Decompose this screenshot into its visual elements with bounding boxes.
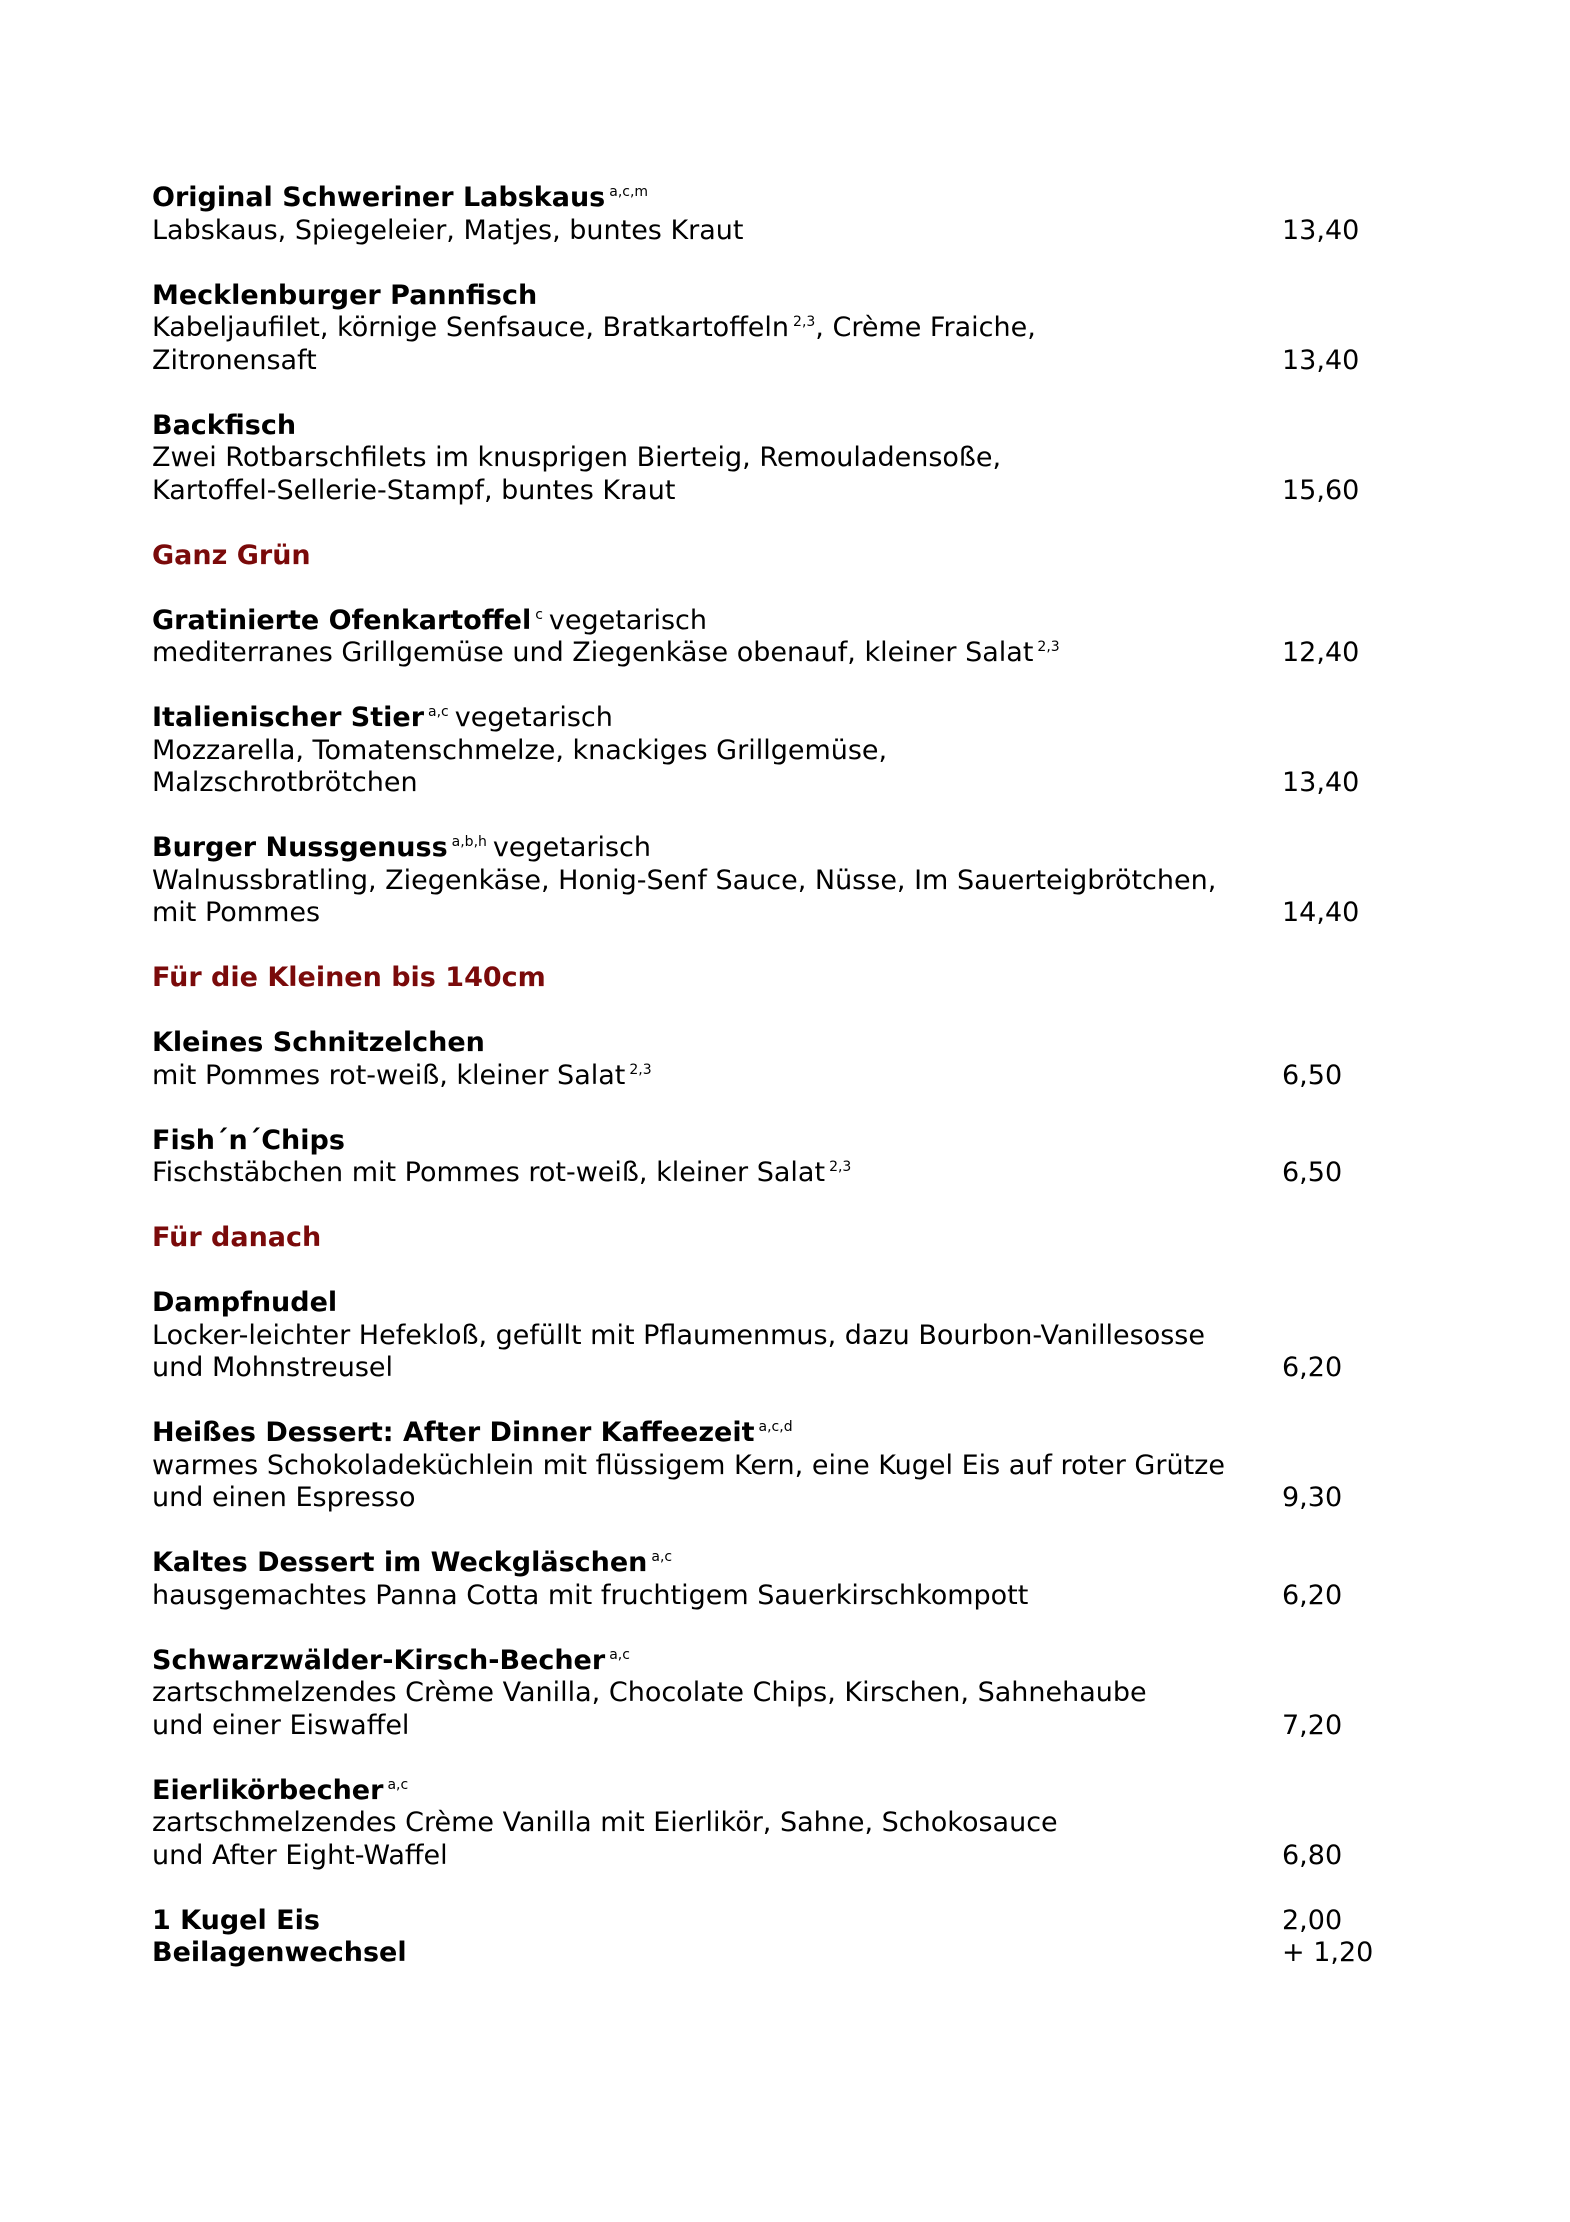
menu-item-name: Italienischer Stier <box>152 702 425 733</box>
menu-item-name: Backfisch <box>152 409 297 441</box>
menu-item-name: Kaltes Dessert im Weckgläschen <box>152 1547 648 1578</box>
description-text: hausgemachtes Panna Cotta mit fruchtigem Sauerkirschkompott <box>152 1579 1029 1611</box>
menu-item-description <box>152 1710 1402 1743</box>
description-text: Fischstäbchen mit Pommes rot-weiß, kleiner Salat <box>152 1157 826 1188</box>
menu-item-price: 13,40 <box>1282 767 1360 798</box>
menu-item <box>152 1027 1402 1092</box>
menu-item-description <box>152 767 1402 800</box>
menu-item-description <box>152 442 1402 475</box>
menu-item-description <box>152 1450 1402 1483</box>
menu-item <box>152 1547 1402 1612</box>
allergen-note: a,c <box>387 1776 409 1793</box>
group-desserts <box>152 1287 1402 1872</box>
description-text: , Crème Fraiche, <box>815 312 1036 343</box>
menu-item-name: Heißes Dessert: After Dinner Kaffeezeit <box>152 1417 755 1448</box>
allergen-note: a,c,m <box>609 184 649 200</box>
menu-list <box>152 182 1402 2002</box>
menu-item-name: Eierlikörbecher <box>152 1774 384 1806</box>
group-vegetarian <box>152 605 1402 930</box>
description-text: Zitronensaft <box>152 344 317 376</box>
additive-note: 2,3 <box>793 314 816 330</box>
group-main-dishes <box>152 182 1402 507</box>
description-text: Labskaus, Spiegeleier, Matjes, buntes Kraut <box>152 214 744 246</box>
group-kids <box>152 1027 1402 1190</box>
menu-item-description <box>152 1677 1402 1710</box>
menu-item-name: Kleines Schnitzelchen <box>152 1027 485 1058</box>
description-text: und After Eight-Waffel <box>152 1839 448 1871</box>
extra-item-label: Beilagenwechsel <box>152 1937 407 1968</box>
allergen-note: a,c <box>651 1549 673 1565</box>
diet-tag: vegetarisch <box>454 702 613 733</box>
description-text: zartschmelzendes Crème Vanilla mit Eierlikör, Sahne, Schokosauce <box>152 1807 1058 1838</box>
additive-note: 2,3 <box>629 1061 652 1078</box>
menu-item-price: 6,50 <box>1282 1157 1343 1188</box>
description-text: Kabeljaufilet, körnige Senfsauce, Bratkartoffeln <box>152 312 790 343</box>
menu-item-title-line <box>152 410 1402 443</box>
menu-item-description <box>152 865 1402 898</box>
menu-item <box>152 182 1402 247</box>
menu-item-description <box>152 345 1402 378</box>
description-text: mit Pommes <box>152 897 321 928</box>
menu-item-description <box>152 1840 1402 1873</box>
menu-item-description <box>152 1060 1402 1093</box>
menu-item-price: 6,80 <box>1282 1839 1343 1871</box>
description-text: warmes Schokoladeküchlein mit flüssigem Kern, eine Kugel Eis auf roter Grütze <box>152 1449 1225 1481</box>
extra-item-price: 2,00 <box>1282 1904 1343 1936</box>
menu-item-name: Burger Nussgenuss <box>152 832 448 863</box>
extra-item <box>152 1937 1402 1970</box>
menu-item-price: 6,20 <box>1282 1352 1343 1383</box>
description-text: Zwei Rotbarschfilets im knusprigen Bierteig, Remouladensoße, <box>152 442 1002 473</box>
menu-item-title-line <box>152 1775 1402 1808</box>
menu-item-price: 14,40 <box>1282 897 1360 928</box>
section-heading-green: Ganz Grün <box>152 539 311 571</box>
menu-item-description <box>152 735 1402 768</box>
menu-item-title-line <box>152 702 1402 735</box>
diet-tag: vegetarisch <box>548 604 708 636</box>
menu-item <box>152 280 1402 378</box>
description-text: Kartoffel-Sellerie-Stampf, buntes Kraut <box>152 474 676 506</box>
menu-item <box>152 410 1402 508</box>
menu-item-description <box>152 475 1402 508</box>
allergen-note: a,c <box>428 704 449 720</box>
section-heading-kids: Für die Kleinen bis 140cm <box>152 962 546 993</box>
menu-item-description <box>152 215 1402 248</box>
description-text: Locker-leichter Hefekloß, gefüllt mit Pflaumenmus, dazu Bourbon-Vanillesosse <box>152 1319 1205 1351</box>
description-text: mediterranes Grillgemüse und Ziegenkäse obenauf, kleiner Salat <box>152 637 1034 668</box>
menu-item <box>152 1125 1402 1190</box>
menu-item-description <box>152 1580 1402 1613</box>
menu-item-price: 15,60 <box>1282 474 1360 506</box>
description-text: und einen Espresso <box>152 1482 416 1513</box>
menu-item <box>152 605 1402 670</box>
allergen-note: a,b,h <box>451 834 487 850</box>
menu-item-description <box>152 1482 1402 1515</box>
menu-item-title-line <box>152 1547 1402 1580</box>
menu-item-description <box>152 312 1402 345</box>
description-text: mit Pommes rot-weiß, kleiner Salat <box>152 1059 626 1091</box>
description-text: zartschmelzendes Crème Vanilla, Chocolate Chips, Kirschen, Sahnehaube <box>152 1677 1147 1708</box>
menu-item-price: 6,50 <box>1282 1059 1343 1091</box>
menu-item-price: 13,40 <box>1282 214 1360 246</box>
menu-item-description <box>152 1807 1402 1840</box>
extra-item-label: 1 Kugel Eis <box>152 1904 320 1936</box>
menu-item-price: 6,20 <box>1282 1579 1343 1611</box>
diet-tag: vegetarisch <box>492 832 652 863</box>
menu-item-price: 7,20 <box>1282 1709 1343 1741</box>
menu-item-name: Original Schweriner Labskaus <box>152 182 606 213</box>
menu-item-price: 12,40 <box>1282 637 1360 668</box>
group-extras <box>152 1905 1402 1970</box>
menu-item-description <box>152 897 1402 930</box>
menu-item-title-line <box>152 832 1402 865</box>
menu-item-description <box>152 1157 1402 1190</box>
menu-item-name: Gratinierte Ofenkartoffel <box>152 604 532 636</box>
menu-item <box>152 702 1402 800</box>
extra-item-price: + 1,20 <box>1282 1937 1374 1968</box>
menu-item-title-line <box>152 1125 1402 1158</box>
menu-item-description <box>152 1320 1402 1353</box>
description-text: und Mohnstreusel <box>152 1352 394 1383</box>
allergen-note: a,c <box>609 1646 630 1663</box>
section-heading-dessert: Für danach <box>152 1222 322 1253</box>
allergen-note: c <box>535 606 543 623</box>
menu-item-price: 13,40 <box>1282 344 1360 376</box>
menu-item-name: Schwarzwälder-Kirsch-Becher <box>152 1644 606 1676</box>
description-text: und einer Eiswaffel <box>152 1709 410 1741</box>
menu-item <box>152 1417 1402 1515</box>
menu-item-title-line <box>152 1027 1402 1060</box>
description-text: Walnussbratling, Ziegenkäse, Honig-Senf Sauce, Nüsse, Im Sauerteigbrötchen, <box>152 864 1217 896</box>
allergen-note: a,c,d <box>758 1419 793 1435</box>
menu-item-title-line <box>152 280 1402 313</box>
additive-note: 2,3 <box>1037 639 1060 655</box>
menu-item-name: Fish´n´Chips <box>152 1124 345 1156</box>
menu-item <box>152 1775 1402 1873</box>
additive-note: 2,3 <box>829 1159 852 1175</box>
menu-item <box>152 832 1402 930</box>
menu-item-description <box>152 637 1402 670</box>
extra-item <box>152 1905 1402 1938</box>
menu-item-title-line <box>152 1645 1402 1678</box>
menu-item-title-line <box>152 605 1402 638</box>
menu-item <box>152 1645 1402 1743</box>
menu-item-title-line <box>152 182 1402 215</box>
description-text: Malzschrotbrötchen <box>152 767 418 798</box>
menu-item-description <box>152 1352 1402 1385</box>
menu-item-name: Mecklenburger Pannfisch <box>152 279 538 311</box>
menu-item-title-line <box>152 1287 1402 1320</box>
menu-item-title-line <box>152 1417 1402 1450</box>
description-text: Mozzarella, Tomatenschmelze, knackiges Grillgemüse, <box>152 734 888 766</box>
menu-item-price: 9,30 <box>1282 1482 1343 1513</box>
menu-item <box>152 1287 1402 1385</box>
menu-item-name: Dampfnudel <box>152 1287 338 1318</box>
